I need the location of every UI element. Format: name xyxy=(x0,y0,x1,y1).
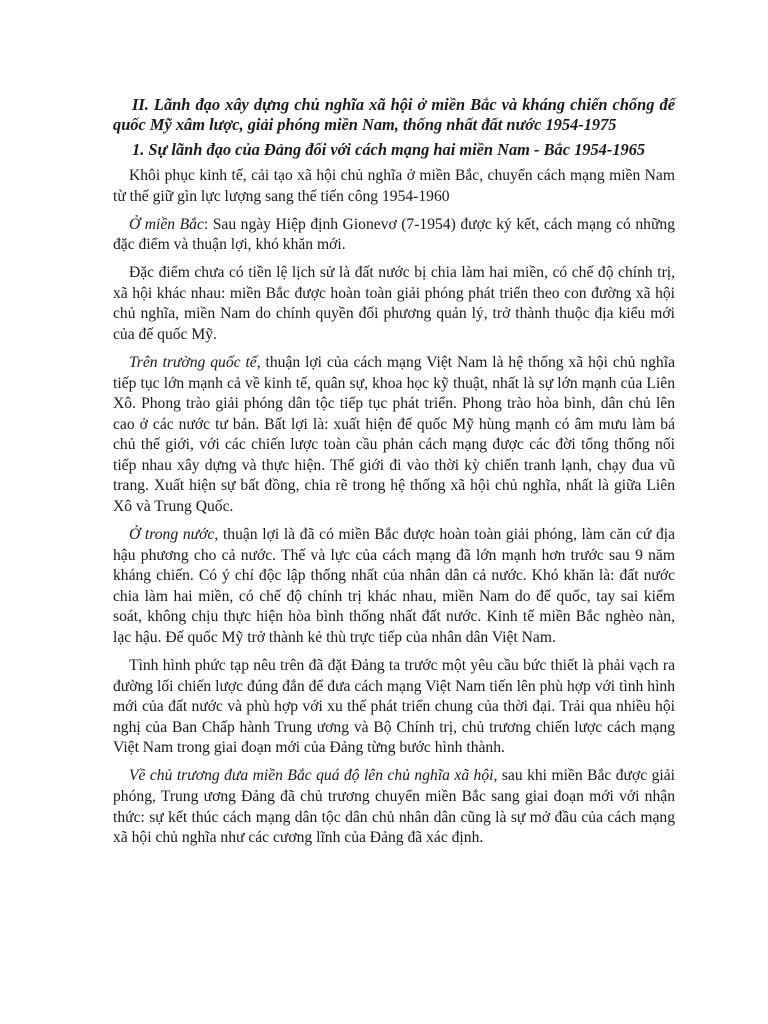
paragraph-3 xyxy=(113,263,675,345)
paragraph-text: , thuận lợi của cách mạng Việt Nam là hệ thống xã hội chủ nghĩa tiếp tục lớn mạnh cả về kinh tế, quân sự, khoa học kỹ thuật, nhất là sự lớn mạnh của Liên Xô. Phong trào giải phóng dân tộc tiếp tục phát triển. Phong trào hòa bình, dân chủ lên cao ở các nước tư bản. Bất lợi là: xuất hiện đế quốc Mỹ hùng mạnh có âm mưu làm bá chủ thế giới, với các chiến lược toàn cầu phản cách mạng được các đời tổng thống nối tiếp nhau xây dựng và thực hiện. Thế giới đi vào thời kỳ chiến tranh lạnh, chạy đua vũ trang. Xuất hiện sự bất đồng, chia rẽ trong hệ thống xã hội chủ nghĩa, nhất là giữa Liên Xô và Trung Quốc. xyxy=(113,353,675,516)
paragraph-lead: Ở trong nước xyxy=(129,526,215,544)
paragraph-6 xyxy=(113,656,675,759)
paragraph-text: Tình hình phức tạp nêu trên đã đặt Đảng ta trước một yêu cầu bức thiết là phải vạch ra đường lối chiến lược đúng đắn để đưa cách mạng Việt Nam tiến lên phù hợp với tình hình mới của đất nước và phù hợp với xu thế phát triển chung của thời đại. Trải qua nhiều hội nghị của Ban Chấp hành Trung ương và Bộ Chính trị, chủ trương chiến lược cách mạng Việt Nam trong giai đoạn mới của Đảng từng bước hình thành. xyxy=(113,657,675,757)
paragraph-5 xyxy=(113,525,675,649)
paragraph-2 xyxy=(113,215,675,256)
section-title: II. Lãnh đạo xây dựng chủ nghĩa xã hội ở miền Bắc và kháng chiến chống đế quốc Mỹ xâm lược, giải phóng miền Nam, thống nhất đất nước 1954-1975 xyxy=(113,95,675,134)
paragraph-text: , thuận lợi là đã có miền Bắc được hoàn toàn giải phóng, làm căn cứ địa hậu phương cho cả nước. Thế và lực của cách mạng đã lớn mạnh hơn trước sau 9 năm kháng chiến. Có ý chí độc lập thống nhất của nhân dân cả nước. Khó khăn là: đất nước chia làm hai miền, có chế độ chính trị khác nhau, miền Nam do đế quốc, tay sai kiểm soát, không chịu thực hiện hòa bình thống nhất đất nước. Kinh tế miền Bắc nghèo nàn, lạc hậu. Đế quốc Mỹ trở thành kẻ thù trực tiếp của nhân dân Việt Nam. xyxy=(113,526,675,647)
paragraph-lead: Về chủ trương đưa miền Bắc quá độ lên chủ nghĩa xã hội xyxy=(129,767,494,785)
paragraph-lead: Trên trường quốc tế xyxy=(129,353,257,371)
document-body xyxy=(113,95,675,856)
paragraph-1 xyxy=(113,166,675,207)
paragraph-text: Đặc điểm chưa có tiền lệ lịch sử là đất nước bị chia làm hai miền, có chế độ chính trị, xã hội khác nhau: miền Bắc được hoàn toàn giải phóng phát triển theo con đường xã hội chủ nghĩa, miền Nam do chính quyền đối phương quản lý, trở thành thuộc địa kiểu mới của đế quốc Mỹ. xyxy=(113,264,675,343)
paragraph-lead: Ở miền Bắc xyxy=(129,215,204,233)
paragraph-7 xyxy=(113,766,675,848)
subsection-title: 1. Sự lãnh đạo của Đảng đối với cách mạng hai miền Nam - Bắc 1954-1965 xyxy=(132,140,646,159)
paragraph-text: Khôi phục kinh tế, cải tạo xã hội chủ nghĩa ở miền Bắc, chuyển cách mạng miền Nam từ thế giữ gìn lực lượng sang thế tiến công 1954-1960 xyxy=(113,167,675,205)
paragraph-text: , sau khi miền Bắc được giải phóng, Trung ương Đảng đã chủ trương chuyển miền Bắc sang giai đoạn mới với nhận thức: sự kết thúc cách mạng dân tộc dân chủ nhân dân cũng là sự mở đầu của cách mạng xã hội chủ nghĩa như các cương lĩnh của Đảng đã xác định. xyxy=(113,767,676,847)
paragraph-4 xyxy=(113,353,675,518)
paragraph-text: : Sau ngày Hiệp định Gionevơ (7-1954) được ký kết, cách mạng có những đặc điểm và thuận lợi, khó khăn mới. xyxy=(113,215,675,254)
